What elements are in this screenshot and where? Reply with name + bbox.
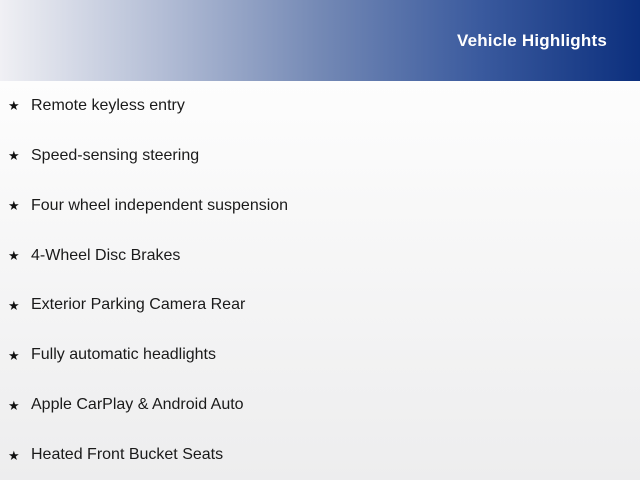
feature-label: Apple CarPlay & Android Auto	[31, 396, 244, 414]
feature-label: Four wheel independent suspension	[31, 196, 289, 214]
star-icon: ★	[8, 98, 20, 114]
highlights-list	[0, 81, 640, 480]
list-item	[0, 281, 640, 331]
star-icon: ★	[8, 148, 20, 164]
star-icon: ★	[8, 397, 20, 413]
feature-label: Remote keyless entry	[31, 96, 185, 114]
page-title: Vehicle Highlights	[456, 30, 607, 50]
star-icon: ★	[8, 198, 20, 214]
star-icon: ★	[8, 347, 20, 363]
star-icon: ★	[8, 248, 20, 264]
feature-label: Speed-sensing steering	[31, 146, 200, 164]
feature-label: Heated Front Bucket Seats	[31, 446, 224, 464]
feature-label: Fully automatic headlights	[31, 346, 216, 364]
list-item	[0, 181, 640, 231]
vehicle-highlights-header	[0, 0, 640, 81]
star-icon: ★	[8, 447, 20, 463]
feature-label: 4-Wheel Disc Brakes	[31, 246, 181, 264]
star-icon: ★	[8, 297, 20, 313]
list-item	[0, 81, 640, 131]
list-item	[0, 430, 640, 480]
list-item	[0, 380, 640, 430]
list-item	[0, 231, 640, 281]
list-item	[0, 131, 640, 181]
feature-label: Exterior Parking Camera Rear	[31, 296, 246, 314]
list-item	[0, 330, 640, 380]
